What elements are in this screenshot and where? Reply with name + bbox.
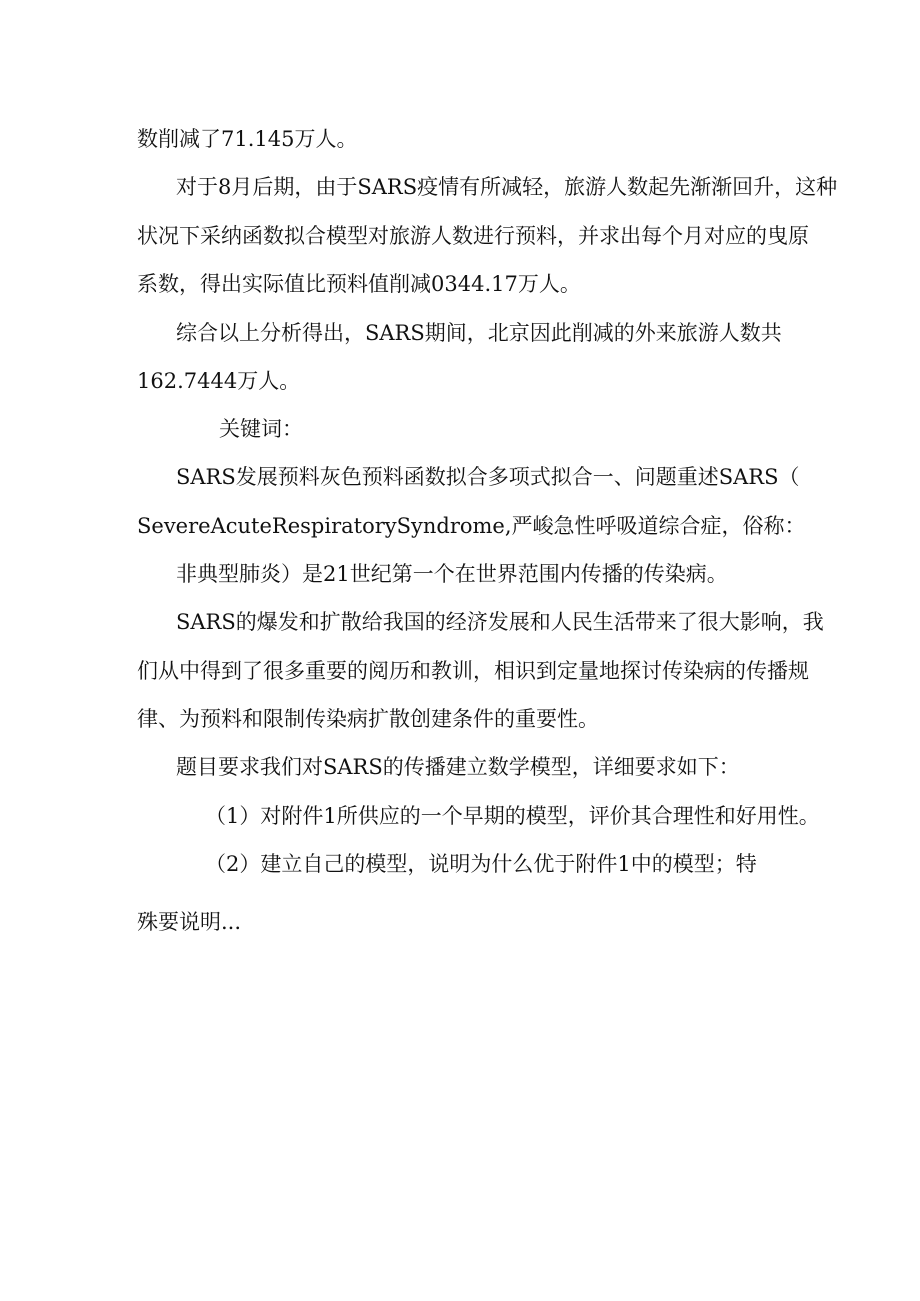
text-line: 律、为预料和限制传染病扩散创建条件的重要性。	[137, 707, 599, 731]
text-line: SARS的爆发和扩散给我国的经济发展和人民生活带来了很大影响，我	[176, 610, 824, 634]
text-line: 综合以上分析得出，SARS期间，北京因此削减的外来旅游人数共	[176, 321, 782, 345]
text-line: SARS发展预料灰色预料函数拟合多项式拟合一、问题重述SARS（	[176, 465, 800, 489]
text-line: 162.7444万人。	[137, 369, 301, 393]
list-item: （2）建立自己的模型，说明为什么优于附件1中的模型；特	[205, 852, 757, 876]
keywords-label: 关键词：	[219, 417, 303, 441]
text-line: 对于8月后期，由于SARS疫情有所减轻，旅游人数起先渐渐回升，这种	[176, 175, 838, 199]
text-line: 状况下采纳函数拟合模型对旅游人数进行预料，并求出每个月对应的曳原	[137, 224, 809, 248]
text-line: 殊要说明...	[137, 910, 242, 934]
text-line: 们从中得到了很多重要的阅历和教训，相识到定量地探讨传染病的传播规	[137, 659, 809, 683]
text-line: 题目要求我们对SARS的传播建立数学模型，详细要求如下：	[176, 755, 740, 779]
text-line: 非典型肺炎）是21世纪第一个在世界范围内传播的传染病。	[176, 562, 728, 586]
text-line: 系数，得出实际值比预料值削减0344.17万人。	[137, 272, 581, 296]
list-item: （1）对附件1所供应的一个早期的模型，评价其合理性和好用性。	[205, 804, 820, 828]
text-line: 数削减了71.145万人。	[137, 127, 358, 151]
text-line: SevereAcuteRespiratorySyndrome,严峻急性呼吸道综合症，俗称：	[137, 514, 806, 538]
